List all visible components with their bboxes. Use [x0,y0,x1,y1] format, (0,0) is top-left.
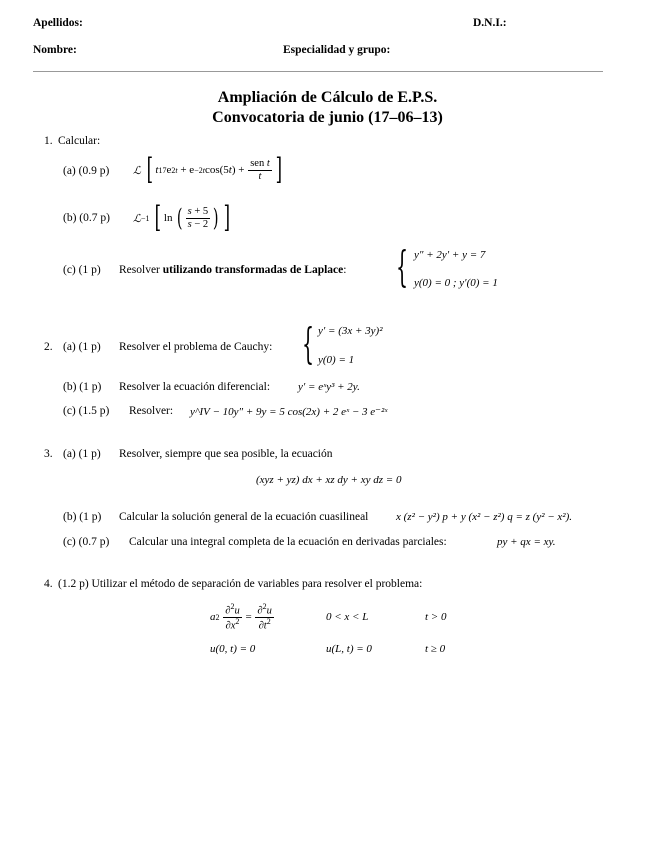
q1c-brace: { [396,242,409,291]
q2c-text: Resolver: [129,405,174,417]
q1c-eq2: y(0) = 0 ; y′(0) = 1 [414,277,498,289]
exam-title: Ampliación de Cálculo de E.P.S. [217,89,438,106]
q2b-label: (b) (1 p) [63,381,102,393]
q2a-text: Resolver el problema de Cauchy: [119,341,273,353]
q4-bc-right: u(L, t) = 0 [326,643,372,655]
q4-bc-left: u(0, t) = 0 [210,643,256,655]
q1c-text: Resolver utilizando transformadas de Laplace: [119,264,347,276]
q3b-text: Calcular la solución general de la ecuación cuasilineal [119,511,369,523]
q3b-label: (b) (1 p) [63,511,102,523]
q1c-eq1: y″ + 2y′ + y = 7 [414,249,486,261]
q4-cond-t: t > 0 [425,611,447,623]
header-divider [33,71,603,72]
q4-bc-t: t ≥ 0 [425,643,446,655]
nombre-label: Nombre: [33,44,77,56]
q4-cond-x: 0 < x < L [326,611,369,623]
q3a-eq: (xyz + yz) dx + xz dy + xy dz = 0 [256,474,402,486]
q3c-label: (c) (0.7 p) [63,536,110,548]
q3-number: 3. [44,448,53,460]
exam-subtitle: Convocatoria de junio (17–06–13) [212,109,443,126]
q2c-eq: y^IV − 10y″ + 9y = 5 cos(2x) + 2 eˣ − 3 e⁻²ˣ [190,406,388,418]
q4-text: (1.2 p) Utilizar el método de separación de variables para resolver el problema: [58,578,423,590]
q3c-text: Calcular una integral completa de la ecuación en derivadas parciales: [129,536,447,548]
especialidad-label: Especialidad y grupo: [283,44,391,56]
q1b-label: (b) (0.7 p) [63,212,110,224]
q2b-eq: y′ = eˣy³ + 2y. [298,381,360,393]
q3a-label: (a) (1 p) [63,448,101,460]
dni-label: D.N.I.: [473,17,507,29]
q2c-label: (c) (1.5 p) [63,405,110,417]
q1a-label: (a) (0.9 p) [63,165,110,177]
q3a-text: Resolver, siempre que sea posible, la ecuación [119,448,333,460]
q3b-eq: x (z² − y²) p + y (x² − z²) q = z (y² − x²). [396,511,573,523]
q1c-label: (c) (1 p) [63,264,101,276]
q2a-label: (a) (1 p) [63,341,101,353]
q4-number: 4. [44,578,53,590]
q4-pde: a 2 $\frac{\partial^2u}{\partial x^2}$ = $\frac{\partial^2u}{\partial t^2}$ [210,601,272,631]
q1-number: 1. [44,135,53,147]
q2-number: 2. [44,341,53,353]
q2a-brace: { [302,319,315,368]
apellidos-label: Apellidos: [33,17,83,29]
q2a-eq2: y(0) = 1 [318,354,355,366]
q1a-formula: ℒ [ t 17 e 2t + e −2t cos(5 t ) + $\frac{\text{sen t}}{t}$ ] [133,152,282,187]
q1b-formula: ℒ −1 [ ln ( $\frac{s + 5}{s - 2}$ ) ] [133,200,230,235]
q1-intro: Calcular: [58,135,101,147]
q2b-text: Resolver la ecuación diferencial: [119,381,271,393]
q3c-eq: py + qx = xy. [497,536,556,548]
q2a-eq1: y′ = (3x + 3y)² [318,325,383,337]
